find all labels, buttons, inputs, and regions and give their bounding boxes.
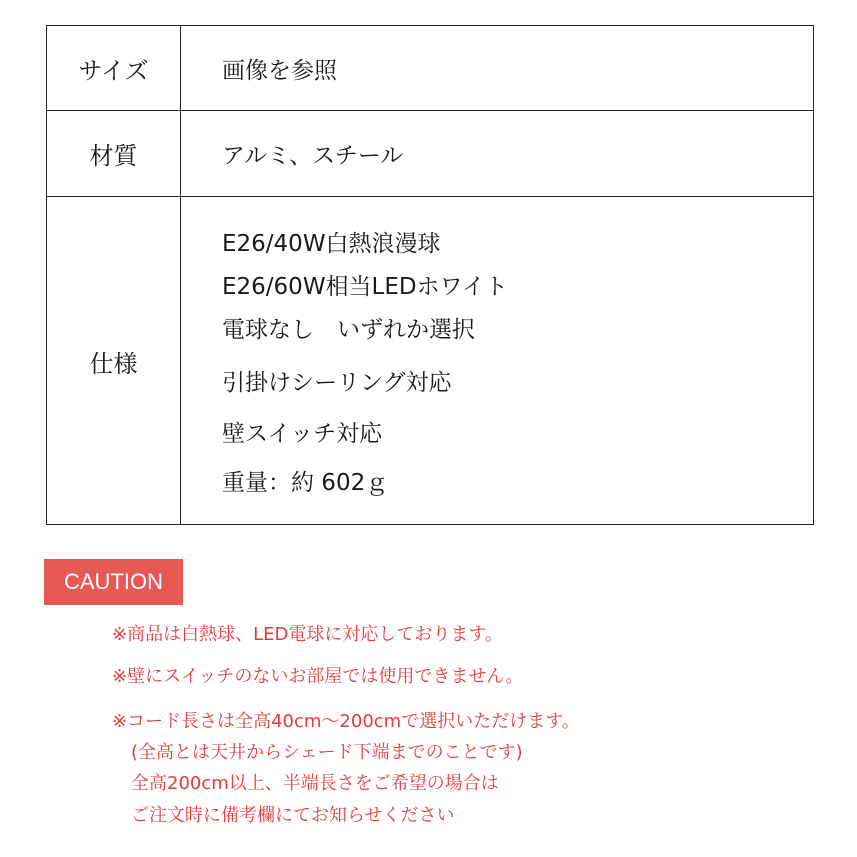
spec-line: 電球なし いずれか選択: [222, 317, 475, 343]
caution-badge: CAUTION: [44, 559, 183, 605]
caution-note: ※コード長さは全高40cm～200cmで選択いただけます。: [112, 711, 580, 732]
table-row-spec: [47, 197, 813, 525]
table-row-material: [47, 111, 813, 197]
caution-note: (全高とは天井からシェード下端までのことです): [131, 742, 523, 763]
size-label: サイズ: [47, 26, 181, 110]
spec-label: 仕様: [47, 197, 181, 525]
spec-line: 重量：約 602ｇ: [222, 470, 389, 496]
spec-line: 引掛けシーリング対応: [222, 370, 452, 396]
material-value: アルミ、スチール: [222, 143, 404, 169]
size-value: 画像を参照: [222, 57, 337, 84]
caution-note: ご注文時に備考欄にてお知らせください: [131, 805, 455, 826]
spec-line: E26/40W白熱浪漫球: [222, 231, 441, 257]
spec-line: E26/60W相当LEDホワイト: [222, 274, 508, 300]
spec-line: 壁スイッチ対応: [222, 421, 383, 447]
table-row-size: [47, 26, 813, 111]
caution-note: ※壁にスイッチのないお部屋では使用できません。: [112, 666, 524, 687]
spec-table: [46, 25, 814, 525]
material-label: 材質: [47, 111, 181, 196]
caution-note: ※商品は白熱球、LED電球に対応しております。: [112, 624, 503, 645]
caution-note: 全高200cm以上、半端長さをご希望の場合は: [131, 773, 499, 794]
